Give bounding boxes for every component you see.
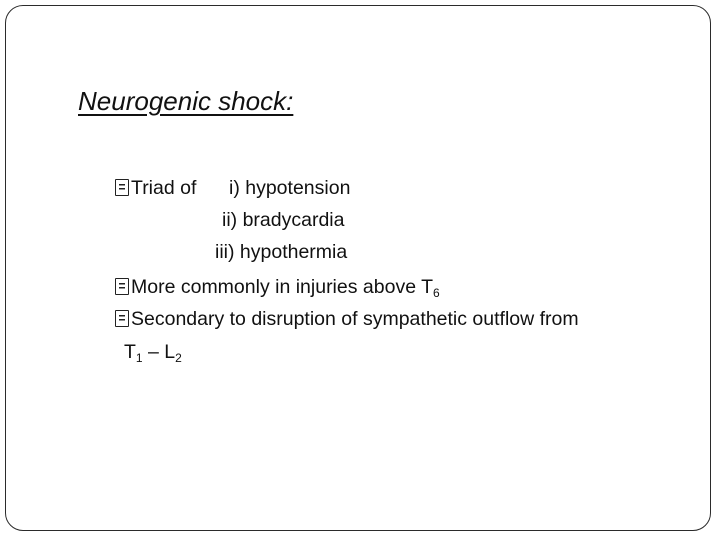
segment-l-subscript: 2 — [175, 351, 182, 365]
slide-title: Neurogenic shock: — [78, 86, 294, 116]
bullet-injuries — [115, 275, 440, 299]
slide-frame — [5, 5, 711, 531]
bullet-triad — [115, 176, 196, 200]
bullet-icon — [115, 278, 129, 295]
triad-item-hypothermia: iii) hypothermia — [215, 241, 348, 263]
sympathetic-continuation — [124, 340, 182, 364]
bullet-sympathetic — [115, 307, 579, 331]
injuries-subscript: 6 — [433, 286, 440, 300]
segment-t-subscript: 1 — [135, 351, 143, 365]
bullet-icon — [115, 179, 129, 196]
sympathetic-text: Secondary to disruption of sympathetic outflow from — [131, 308, 579, 330]
triad-item-hypotension: i) hypotension — [229, 177, 351, 199]
bullet-icon — [115, 310, 129, 327]
segment-t: T — [124, 341, 136, 363]
injuries-text: More commonly in injuries above T — [131, 276, 434, 298]
segment-dash-l: – L — [142, 341, 176, 363]
triad-item-bradycardia: ii) bradycardia — [222, 209, 345, 231]
triad-lead: Triad of — [131, 177, 197, 199]
